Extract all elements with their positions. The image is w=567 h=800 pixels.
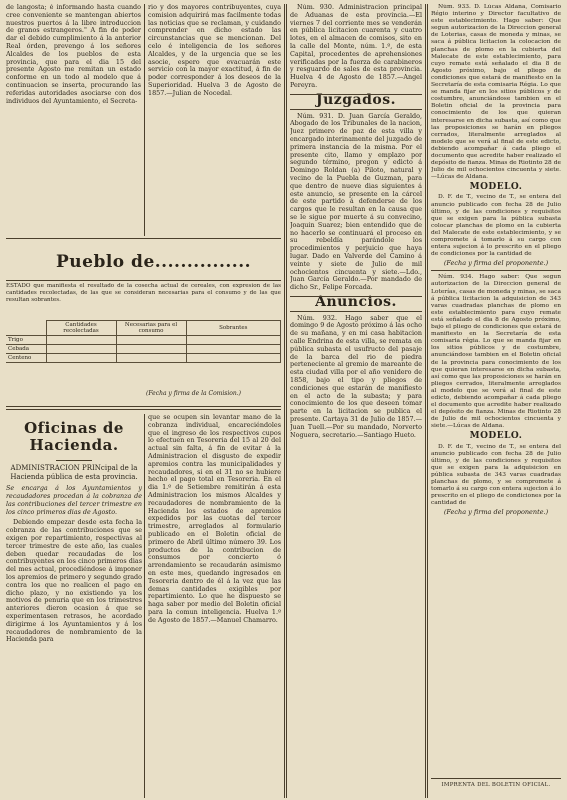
column-divider [427,4,428,798]
divider [290,109,422,110]
divider [290,311,422,312]
pueblo-section [6,238,281,438]
divider [56,460,92,461]
anuncios-title: Anuncios. [315,293,397,310]
article-text: de langosta; é informando hasta cuando cree conveniente se mantengan abiertos nuestros puertos á la libre introduccion de granos estrangeros." A fin de poder dar el debido cumplimiento á la anterior Real órden, prevengo á los señores Alcaldes de los pueblos de esta provincia, que para el dia 15 del presente Agosto me remitan un estado conforme en un todo al modelo que á continuacion se inserta, procurando las referidas autoridades asociarse con dos individuos del Ayuntamiento, el Secreta- [6,4,141,105]
table-header: Sobrantes [186,321,281,336]
column-divider [284,4,285,798]
article-text: Núm. 931. D. Juan García Geraldo, Abogado de los Tribunales de la nacion, Juez primero de paz de esta villa y encargado interinamente del juzgado de primera instancia de la misma. Por el presente cito, llamo y emplazo por segundo término, pregon y edicto á Domingo Roldan (a) Piloto, natural y vecino de la Puebla de Guzman, para que dentro de nueve dias siguientes á este anuncio, se presente en la cárcel de este partido á defenderse de los cargos que le resultan en la causa que se le sigue por muerte á su convecino, Joaquin Suarez; bien entendido que de no hacerlo se continuará el proceso en su rebeldía parándole los procedimientos y perjuicio que haya lugar. Dado en Valverde del Camino á veinte y siete de Julio de mil ochocientos cincuenta y siete.—Ldo., Juan García Geraldo.—Por mandado de dicho Sr., Felipe Forcada. [290,111,422,292]
article-text: D. F. de T., vecino de T., se entera del anuncio publicado con fecha 28 de Julio último, y de las condiciones y requisitos que se exigen para la pública subasta colocar planchas de plomo en la cubierta del Malecate de este establecimiento, y se compromete á tomarlo á su cargo con entera sujecion á lo prescrito en el pliego de condiciones por la cantidad de [431,194,561,258]
column-divider [144,414,145,798]
table-header: Necesarias para el consumo [116,321,186,336]
divider [290,94,422,95]
table-header: Cantidades recolectadas [46,321,116,336]
column-1-bottom [6,414,142,798]
firma-comision: (Fecha y firma de la Comision.) [146,390,242,397]
firma-proponente: (Fecha y firma del proponente.) [443,259,549,268]
column-divider [425,4,426,798]
article-text: que se ocupen sin levantar mano de la cobranza individual, encareciéndoles que el ingreso de los respectivos cupos lo efectuen en Tesoreria del 15 al 20 del actual sin falta, á fin de evitar á la Administracion el disgusto de expedir apremios contra las municipalidades y recaudadores, si en el 31 no se hubiere hecho el pago total en Tesoreria. En el dia 1.º de Setiembre remitirán á esta Administracion los mismos Alcaldes y recaudadores de nombramiento de la Hacienda los estados de apremios expedidos por las cuotas del tercer trimestre, arreglados al formulario publicado en el Boletin oficial de primero de Abril último número 39. Los productos de la contribucion de consumos por concierto ó arrendamiento se recaudarán asimismo en este mes, quedando ingresados en Tesoreria dentro de él á la vez que las demas cantidades exigibles por repartimiento. Lo que he dispuesto se haga saber por medio del Boletin oficial para la comun inteligencia. Huelva 1.º de Agosto de 1857.—Manuel Chamarro. [148,414,281,624]
divider [6,409,281,410]
divider [431,270,561,271]
divider [6,280,281,281]
article-text: Núm. 934. Hago saber: Que segun autorizacion de la Direccion general de Loterías, casas de moneda y minas, se saca á pública licitacion la adquisicion de 343 varas cuadradas planchas de plomo en este establecimiento para cuyo remate está señalado el dia 8 de Agosto próximo, bajo el pliego de condiciones que estará de manifiesto en la Secretaría de esta comisaria régia. Lo que se manda fijar en los sitios públicos y de costumbre, anunciándose tambien en el Boletin oficial de la provincia para conocimiento de los que quieran interesarse en dicha subasta, así como que las proposiciones se harán en pliegos cerrados, literalmente arreglados al modelo que se verá al final de este edicto, debiendo acompañar á cada pliego el documento que acredite haber realizado el depósito de fianza. Minas de Riotinto 28 de Julio de mil ochocientos cincuenta y siete.—Lúcas de Aldana. [431,274,561,430]
article-text: rio y dos mayores contribuyentes, cuya comision adquirirá mas facilmente todas las noticias que se reclaman, y cuidando comprender en dicho estado las circunstancias que se mencionan. Del celo é inteligencia de los señores Alcaldes, y de la urgencia que se les asocie, espero que evacuarán este servicio con la mayor exactitud, á fin de poder corresponder á los deseos de la Superioridad. Huelva 3 de Agosto de 1857.—Julian de Nocedal. [148,4,281,97]
column-4 [431,4,561,798]
pueblo-title: Pueblo de............... [56,252,252,272]
firma-proponente: (Fecha y firma del proponente.) [443,508,549,517]
admin-note: Se encarga á los Ayuntamientos y recaudadores procedan á la cobranza de las contribuciones del tercer trimestre en los cinco primeros dias de Agosto. [6,484,142,516]
estado-text: ESTADO que manifiesta el resultado de la cosecha actual de cereales, con expresion de las cantidades recolectadas, de las que se consideran necesarias para el consumo y de las que resultan sobrantes. [6,283,281,303]
oficinas-title: Oficinas de Hacienda. [24,419,124,454]
divider [431,778,561,779]
admin-heading: ADMINISTRACION PRINcipal de la Hacienda pública de esta provincia. [10,464,138,481]
harvest-table [6,320,281,363]
column-divider [144,4,145,236]
imprenta-footer: IMPRENTA DEL BOLETIN OFICIAL. [441,782,551,788]
article-text: Núm. 930. Administracion principal de Aduanas de esta provincia.—El viernes 7 del corriente mes se venderán en pública licitacion cuarenta y cuatro lotes, en el almacen de comisos, sito en la calle del Monte, núm. 1.º, de esta Capital, procedentes de aprehensiones verificadas por la fuerza de carabineros y resguardo de sales de esta provincia. Huelva 4 de Agosto de 1857.—Angel Pereyra. [290,4,422,89]
juzgados-title: Juzgados. [316,91,396,108]
table-row-label: Centeno [6,354,46,363]
modelo-title: MODELO. [469,182,523,193]
divider [6,406,281,407]
modelo-title: MODELO. [469,431,523,442]
article-text: Debiendo empezar desde esta fecha la cobranza de las contribuciones que se exigen por repartimiento, respectivas al tercer trimestre de este año, las cuales deben quedar recaudadas de los contribuyentes en los cinco primeros dias del mes actual, procediéndose á imponer los apremios de primero y segundo grado contra los que no realicen el pago en dicho plazo, y no existiendo ya los motivos de penuria que en los trimestres anteriores dieron ocasion á que se experimentasen retrasos, he acordado dirigirme á los Ayuntamientos y á los recaudadores de nombramiento de la Hacienda para [6,518,142,644]
column-2-top [148,4,281,236]
column-divider [286,4,287,798]
column-3 [290,4,422,798]
article-text: Núm. 933. D. Lúcas Aldana, Comisario Régio interino y Director facultativo de este establecimiento. Hago saber: Que segun autorizacion de la Direccion general de Loterias, casas de moneda y minas, se saca á pública licitacion la colocacion de planchas de plomo en la cubierta del Malecate de este establecimiento, para cuyo remate está señalado el dia 8 de Agosto próximo, bajo el pliego de condiciones que estará de manifiesto en la Secretaría de esta comisaria Régia. Lo que se manda fijar en los sitios públicos y de costumbre, anunciándose tambien en el Boletin oficial de la provincia para conocimiento de los que quieran interesarse en dicha subasta, así como que las proposiciones se harán en pliegos cerrados, literalmente arreglados al modelo que se verá al final de este edicto, debiendo acompañar á cada pliego el documento que acredite haber realizado el depósito de fianza. Minas de Riotinto 28 de Julio de mil ochocientos cincuenta y siete.—Lúcas de Aldana. [431,4,561,181]
divider [290,296,422,297]
column-1-top [6,4,141,236]
divider [6,238,281,239]
article-text: Núm. 932. Hago saber que el domingo 9 de Agosto próximo á las ocho de su mañana, y en mi casa habitacion calle Endrina de esta villa, se remata en pública subasta el usufructo del pasaje de la barca del rio de piedra perteneciente al gremio de mareante de esta ciudad villa por el año venidero de 1858, bajo el tipo y pliegos de condiciones que estarán de manifiesto en el acto de la subasta; y para conocimiento de los que deseen tomar parte en la licitacion se publica el presente. Cartaya 31 de Julio de 1857.—Juan Tuell.—Por su mandado, Norverto Noguera, secretario.—Santiago Hueto. [290,313,422,439]
article-text: D. F. de T., vecino de T., se entera del anuncio publicado con fecha 28 de Julio último, y de las condiciones y requisitos que se exigen para la adquisicion en pública subasta de 343 varas cuadradas planchas de plomo, y se compromete á tomarlo á su cargo con entera sujecion á lo prescrito en el pliego de condiciones por la cantidad de [431,443,561,507]
table-row-label: Cebada [6,345,46,354]
table-row-label: Trigo [6,336,46,345]
column-2-bottom [148,414,281,798]
